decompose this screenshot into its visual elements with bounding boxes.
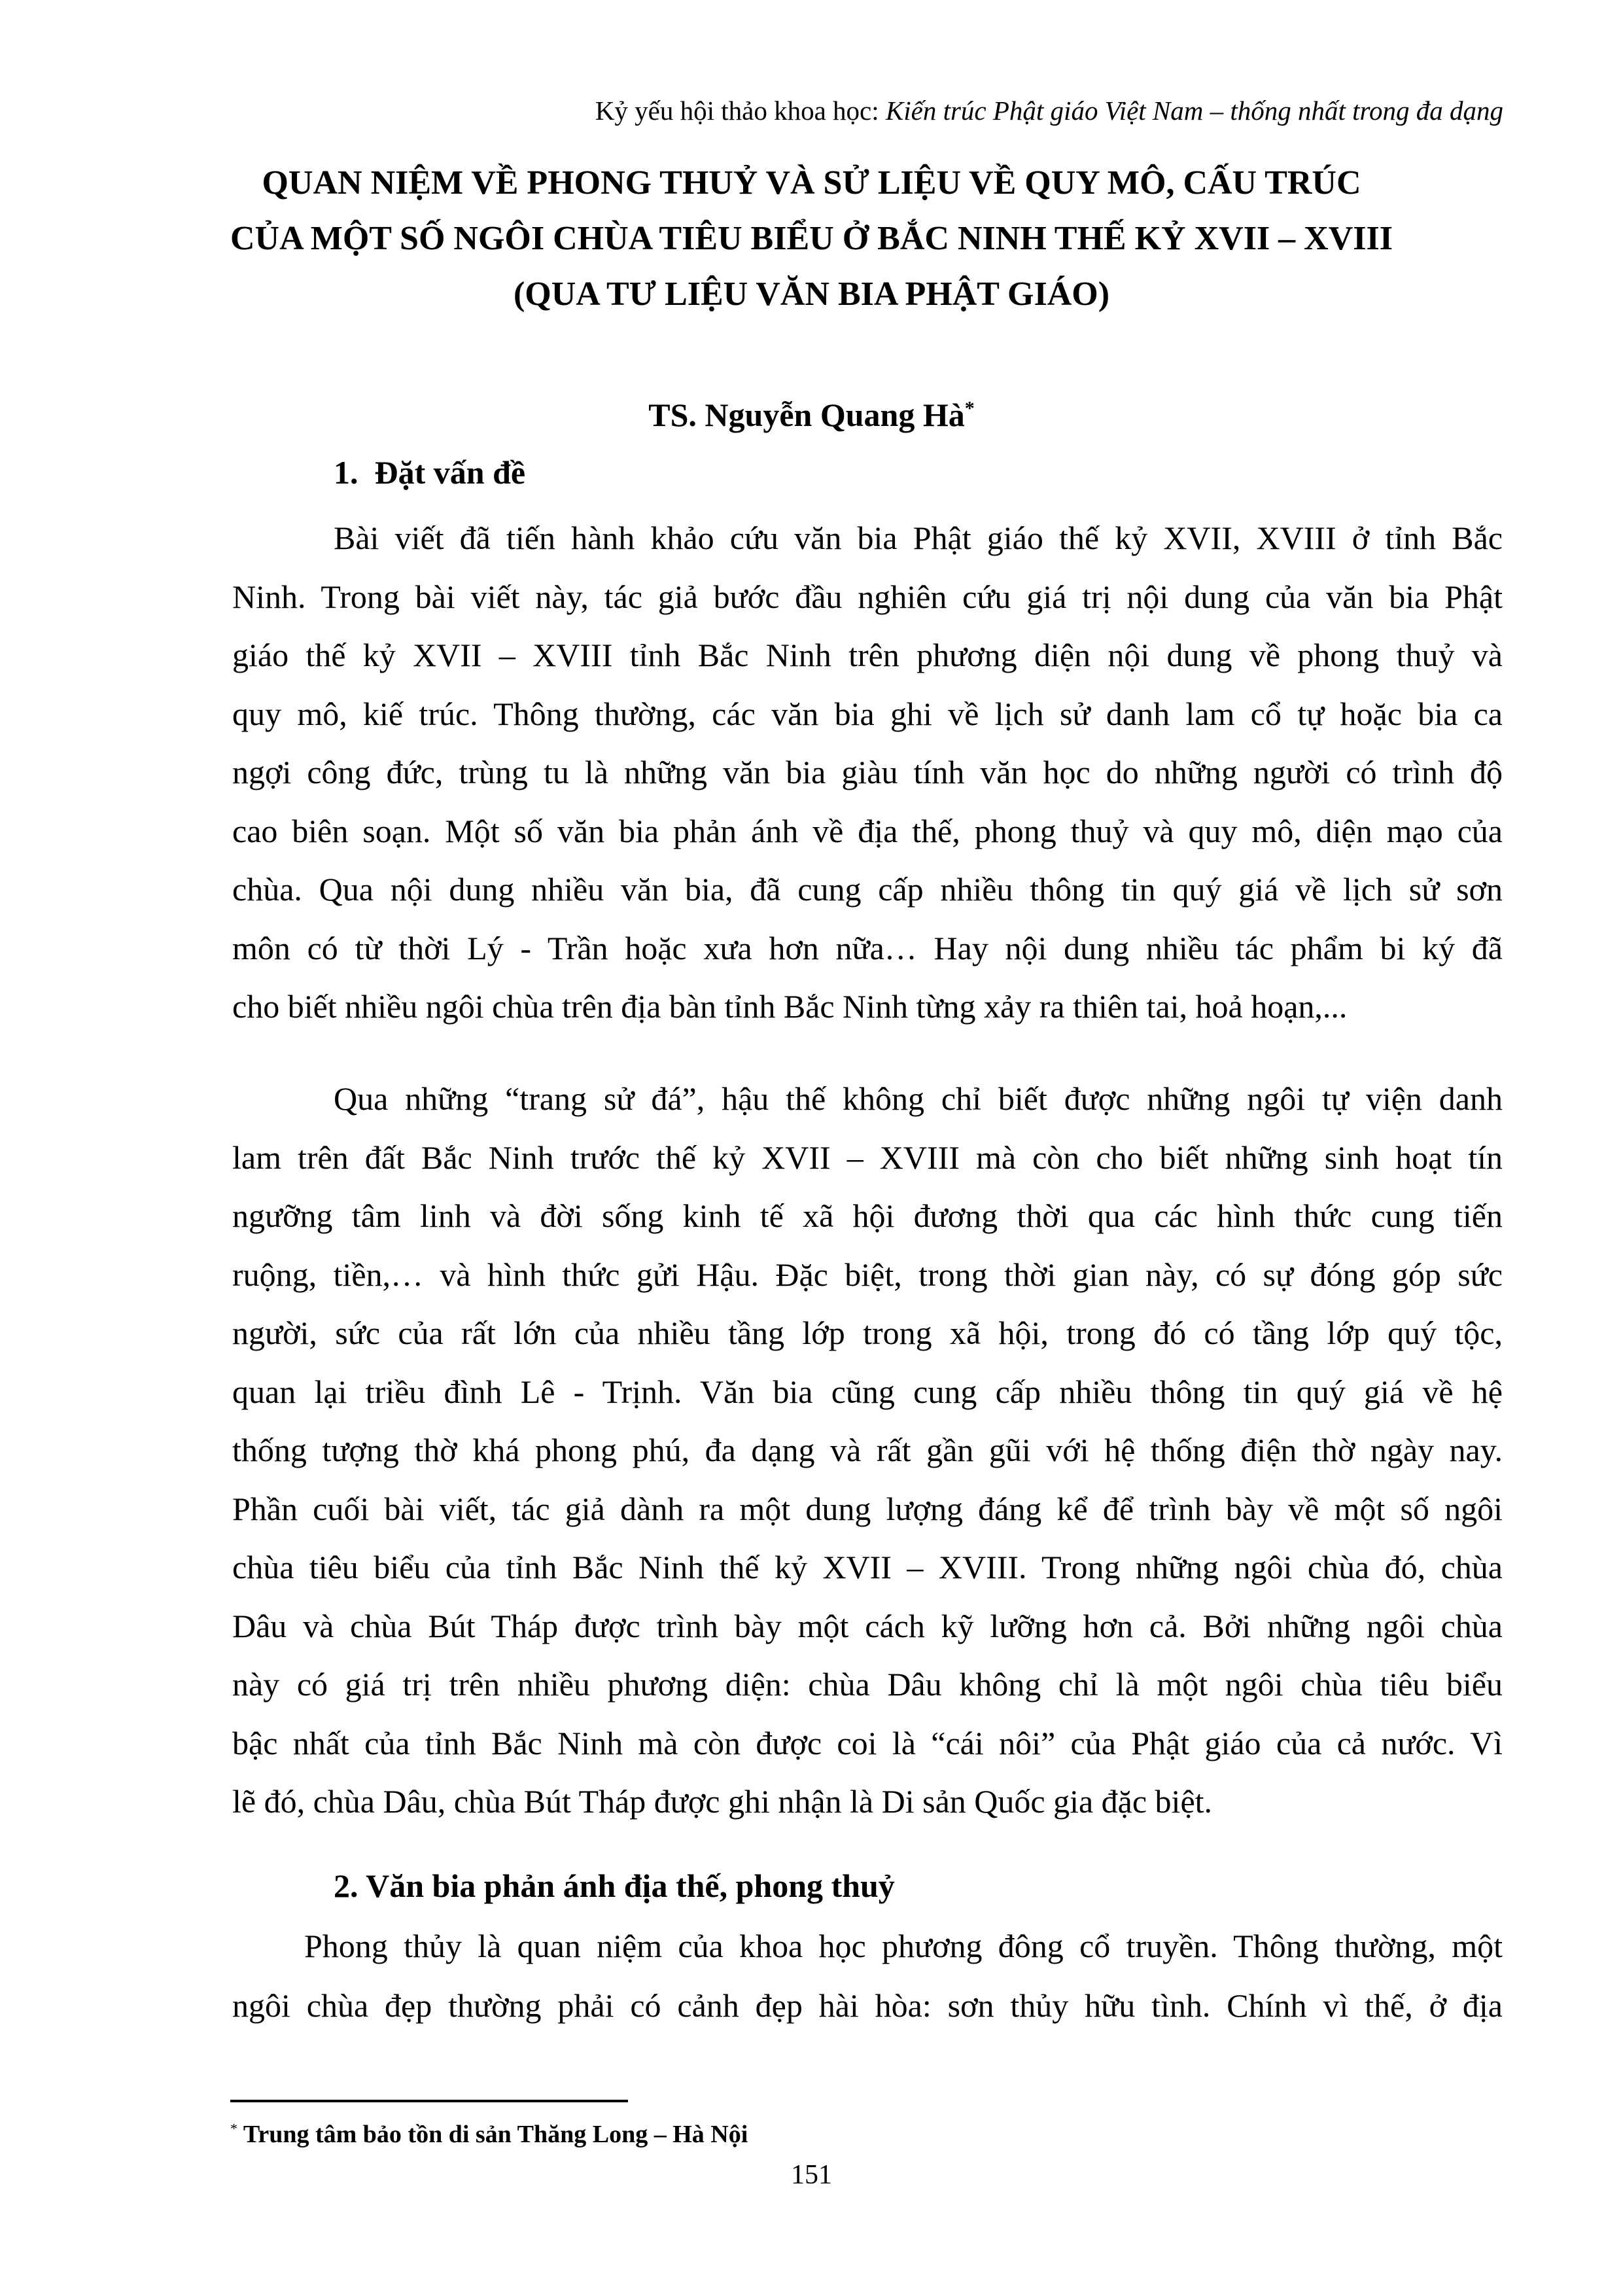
text-line: ngôi chùa đẹp thường phải có cảnh đẹp hài hòa: sơn thủy hữu tình. Chính vì thế, ở địa <box>232 1987 1503 2024</box>
text-line: Phong thủy là quan niệm của khoa học phương đông cổ truyền. Thông thường, một <box>304 1928 1503 1964</box>
text-line: môn có từ thời Lý - Trần hoặc xưa hơn nữa… Hay nội dung nhiều tác phẩm bi ký đã <box>232 929 1503 966</box>
footnote-text: Trung tâm bảo tồn di sản Thăng Long – Hà Nội <box>237 2121 748 2148</box>
text-line: quan lại triều đình Lê - Trịnh. Văn bia cũng cung cấp nhiều thông tin quý giá về hệ <box>232 1373 1503 1410</box>
text-line: Ninh. Trong bài viết này, tác giả bước đầu nghiên cứu giá trị nội dung của văn bia Phật <box>232 578 1503 615</box>
text-line: chùa. Qua nội dung nhiều văn bia, đã cung cấp nhiều thông tin quý giá về lịch sử sơn <box>232 871 1503 908</box>
footnote-mark: * <box>230 2120 237 2137</box>
text-line: Qua những “trang sử đá”, hậu thế không chỉ biết được những ngôi tự viện danh <box>334 1080 1503 1117</box>
section-1-heading <box>334 453 525 491</box>
text-line: Phần cuối bài viết, tác giả dành ra một dung lượng đáng kể để trình bày về một số ngôi <box>232 1490 1503 1527</box>
paper-title-line-3: (QUA TƯ LIỆU VĂN BIA PHẬT GIÁO) <box>513 275 1110 313</box>
text-line: ngưỡng tâm linh và đời sống kinh tế xã hội đương thời qua các hình thức cung tiến <box>232 1197 1503 1234</box>
header-prefix: Kỷ yếu hội thảo khoa học: <box>595 96 886 126</box>
section-1-title: Đặt vấn đề <box>374 454 526 491</box>
text-line: lam trên đất Bắc Ninh trước thế kỷ XVII – XVIII mà còn cho biết những sinh hoạt tín <box>232 1139 1503 1176</box>
paper-title-line-1: QUAN NIỆM VỀ PHONG THUỶ VÀ SỬ LIỆU VỀ QUY MÔ, CẤU TRÚC <box>262 164 1361 202</box>
section-1-number: 1. <box>334 454 358 491</box>
footnote-rule <box>230 2100 628 2102</box>
header-conference-title: Kiến trúc Phật giáo Việt Nam – thống nhất trong đa dạng <box>885 96 1503 126</box>
text-line: giáo thế kỷ XVII – XVIII tỉnh Bắc Ninh trên phương diện nội dung về phong thuỷ và <box>232 637 1503 673</box>
author-name: TS. Nguyễn Quang Hà <box>648 397 965 433</box>
author-footnote-mark: * <box>964 397 975 419</box>
footnote <box>230 2120 748 2149</box>
text-line: ngợi công đức, trùng tu là những văn bia giàu tính văn học do những người có trình độ <box>232 754 1503 790</box>
page-number: 151 <box>791 2160 832 2190</box>
text-line: ruộng, tiền,… và hình thức gửi Hậu. Đặc biệt, trong thời gian này, có sự đóng góp sức <box>232 1256 1503 1293</box>
section-2-heading: 2. Văn bia phản ánh địa thế, phong thuỷ <box>334 1867 895 1904</box>
text-line: cho biết nhiều ngôi chùa trên địa bàn tỉnh Bắc Ninh từng xảy ra thiên tai, hoả hoạn,... <box>232 988 1348 1025</box>
running-header <box>595 95 1503 126</box>
text-line: cao biên soạn. Một số văn bia phản ánh về địa thế, phong thuỷ và quy mô, diện mạo của <box>232 812 1503 849</box>
text-line: lẽ đó, chùa Dâu, chùa Bút Tháp được ghi nhận là Di sản Quốc gia đặc biệt. <box>232 1783 1213 1820</box>
text-line: Bài viết đã tiến hành khảo cứu văn bia Phật giáo thế kỷ XVII, XVIII ở tỉnh Bắc <box>334 520 1503 556</box>
paper-title-line-2: CỦA MỘT SỐ NGÔI CHÙA TIÊU BIỂU Ở BẮC NINH THẾ KỶ XVII – XVIII <box>230 220 1393 257</box>
text-line: bậc nhất của tỉnh Bắc Ninh mà còn được coi là “cái nôi” của Phật giáo của cả nước. Vì <box>232 1724 1503 1761</box>
text-line: quy mô, kiế trúc. Thông thường, các văn bia ghi về lịch sử danh lam cổ tự hoặc bia ca <box>232 695 1503 732</box>
text-line: này có giá trị trên nhiều phương diện: chùa Dâu không chỉ là một ngôi chùa tiêu biểu <box>232 1666 1503 1703</box>
text-line: thống tượng thờ khá phong phú, đa dạng và rất gần gũi với hệ thống điện thờ ngày nay. <box>232 1432 1503 1468</box>
author <box>0 396 1623 434</box>
text-line: Dâu và chùa Bút Tháp được trình bày một cách kỹ lưỡng hơn cả. Bởi những ngôi chùa <box>232 1607 1503 1644</box>
text-line: người, sức của rất lớn của nhiều tầng lớp trong xã hội, trong đó có tầng lớp quý tộc, <box>232 1315 1503 1351</box>
text-line: chùa tiêu biểu của tỉnh Bắc Ninh thế kỷ XVII – XVIII. Trong những ngôi chùa đó, chùa <box>232 1549 1503 1585</box>
